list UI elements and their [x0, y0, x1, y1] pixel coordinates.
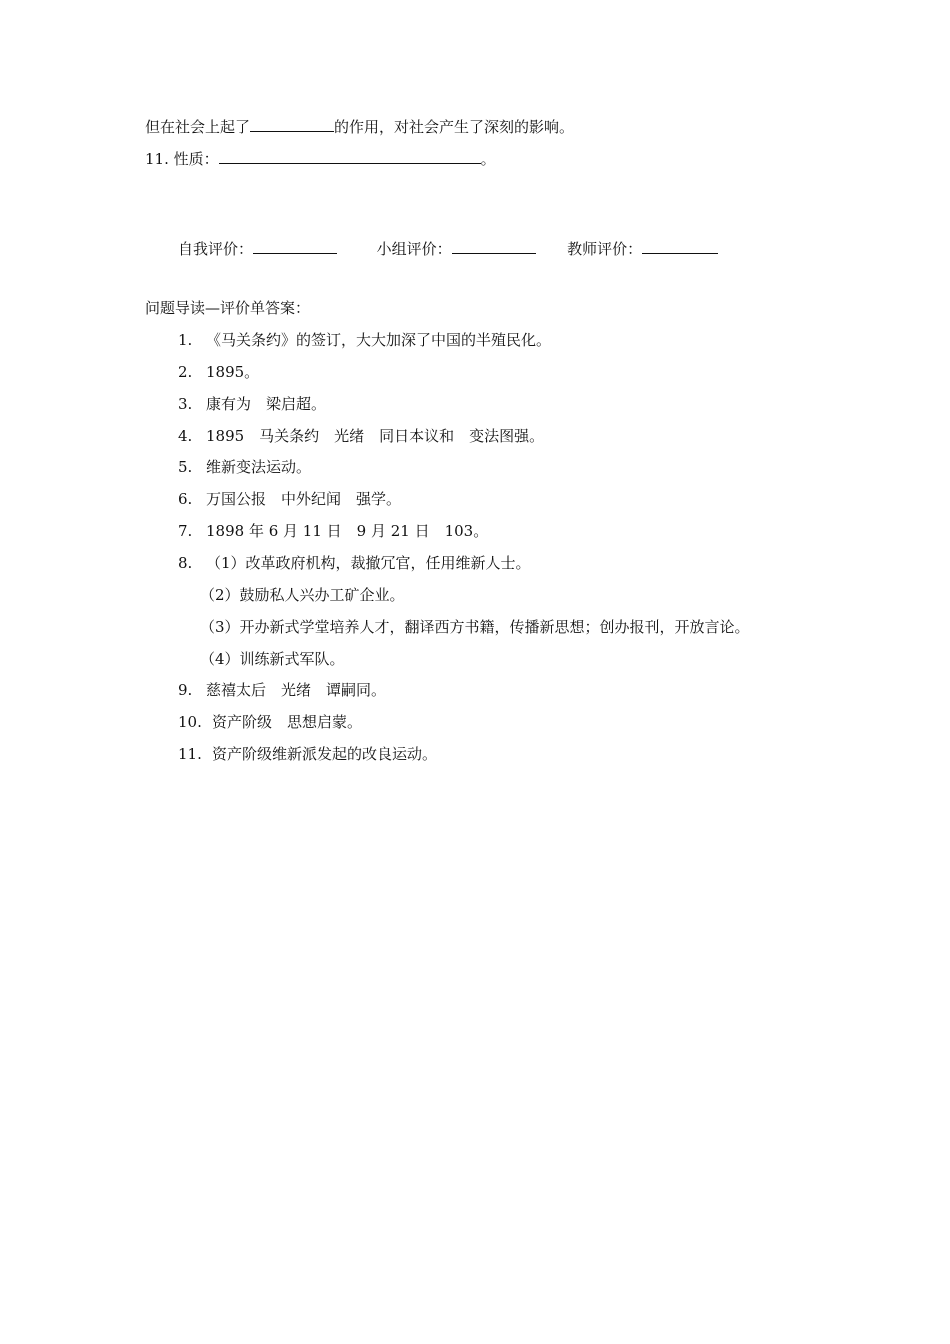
- answer-number: 1.: [178, 331, 193, 349]
- answer-item: [178, 489, 401, 509]
- teacher-eval-label: 教师评价：: [567, 240, 643, 258]
- evaluation-row: [178, 238, 718, 259]
- answer-text: （4）训练新式军队。: [200, 650, 345, 668]
- role-suffix: 的作用，对社会产生了深刻的影响。: [334, 118, 575, 136]
- teacher-eval-blank[interactable]: [642, 238, 718, 254]
- answer-item: [178, 744, 437, 764]
- self-eval-blank[interactable]: [253, 238, 337, 254]
- nature-prefix: 11. 性质：: [145, 150, 219, 168]
- group-eval-label: 小组评价：: [376, 240, 452, 258]
- answer-text: 资产阶级 思想启蒙。: [212, 713, 363, 731]
- answer-item: [178, 553, 531, 573]
- answer-text: 1898 年 6 月 11 日 9 月 21 日 103。: [206, 522, 489, 540]
- answer-subitem: [200, 585, 405, 605]
- role-prefix: 但在社会上起了: [145, 118, 251, 136]
- answers-heading: 问题导读—评价单答案：: [145, 299, 311, 317]
- answer-number: 11.: [178, 745, 202, 763]
- answer-number: 5.: [178, 458, 193, 476]
- nature-suffix: 。: [480, 150, 496, 168]
- answer-number: 10.: [178, 713, 202, 731]
- answer-item: [178, 330, 551, 350]
- answer-text: （3）开办新式学堂培养人才，翻译西方书籍，传播新思想；创办报刊，开放言论。: [200, 618, 750, 636]
- answer-text: 《马关条约》的签订，大大加深了中国的半殖民化。: [206, 331, 552, 349]
- answer-number: 2.: [178, 363, 193, 381]
- answer-subitem: [200, 649, 345, 669]
- answer-number: 4.: [178, 427, 193, 445]
- answer-item: [178, 680, 386, 700]
- role-blank[interactable]: [250, 116, 334, 132]
- answer-number: 3.: [178, 395, 193, 413]
- answer-item: [178, 362, 259, 382]
- answer-item: [178, 457, 311, 477]
- answer-subitem: [200, 617, 750, 637]
- answer-item: [178, 426, 544, 446]
- answer-text: 维新变法运动。: [206, 458, 312, 476]
- answer-text: 万国公报 中外纪闻 强学。: [206, 490, 402, 508]
- answer-text: （1）改革政府机构，裁撤冗官，任用维新人士。: [206, 554, 531, 572]
- answer-number: 7.: [178, 522, 193, 540]
- nature-blank[interactable]: [219, 148, 481, 164]
- answer-number: 9.: [178, 681, 193, 699]
- answer-text: 1895 马关条约 光绪 同日本议和 变法图强。: [206, 427, 545, 445]
- answer-number: 6.: [178, 490, 193, 508]
- answer-text: 慈禧太后 光绪 谭嗣同。: [206, 681, 387, 699]
- answer-text: 1895。: [206, 363, 260, 381]
- fill-in-line-nature: [145, 148, 496, 169]
- answer-item: [178, 712, 362, 732]
- answer-text: 康有为 梁启超。: [206, 395, 327, 413]
- answer-text: 资产阶级维新派发起的改良运动。: [212, 745, 438, 763]
- fill-in-line-role: [145, 116, 574, 137]
- answer-item: [178, 394, 326, 414]
- answer-item: [178, 521, 488, 541]
- answer-text: （2）鼓励私人兴办工矿企业。: [200, 586, 405, 604]
- self-eval-label: 自我评价：: [178, 240, 254, 258]
- group-eval-blank[interactable]: [452, 238, 536, 254]
- answer-number: 8.: [178, 554, 193, 572]
